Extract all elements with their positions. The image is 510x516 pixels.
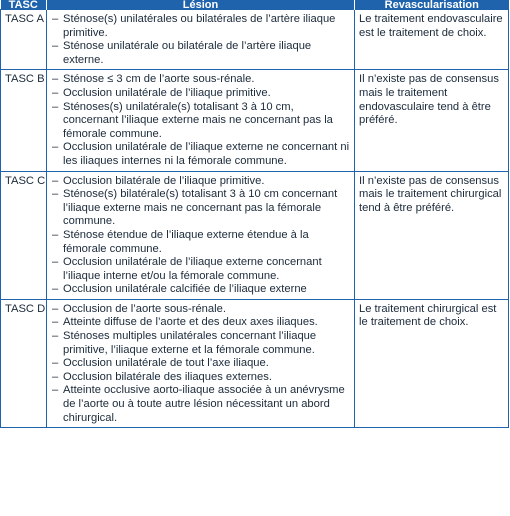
lesion-cell xyxy=(47,171,355,299)
lesion-cell xyxy=(47,10,355,70)
lesion-item: – Sténoses multiples unilatérales concernant l’iliaque primitive, l’iliaque externe et la fémorale commune. xyxy=(52,330,350,357)
lesion-item: – Occlusion bilatérale des iliaques externes. xyxy=(52,371,350,385)
lesion-item: – Occlusion unilatérale de l’iliaque externe concernant l’iliaque interne et/ou la fémorale commune. xyxy=(52,256,350,283)
table-row-tasc-b xyxy=(1,70,509,171)
lesion-cell xyxy=(47,299,355,427)
stage-label: TASC D xyxy=(1,299,47,427)
lesion-item: – Sténoses(s) unilatérale(s) totalisant 3 à 10 cm, concernant l’iliaque externe mais ne concernant pas la fémorale commune. xyxy=(52,101,350,142)
lesion-list xyxy=(52,303,350,425)
stage-label: TASC C xyxy=(1,171,47,299)
lesion-item: – Atteinte occlusive aorto-iliaque associée à un anévrysme de l’aorte ou à toute autre lésion nécessitant un abord chirurgical. xyxy=(52,384,350,425)
lesion-item: – Occlusion unilatérale de l’iliaque externe ne concernant ni les iliaques internes ni la fémorale commune. xyxy=(52,141,350,168)
treatment-cell: Il n’existe pas de consensus mais le traitement chirurgical tend à être préféré. xyxy=(355,171,509,299)
table-row-tasc-d xyxy=(1,299,509,427)
lesion-item: – Occlusion bilatérale de l’iliaque primitive. xyxy=(52,175,350,189)
lesion-item: – Sténose(s) unilatérales ou bilatérales de l’artère iliaque primitive. xyxy=(52,13,350,40)
lesion-item: – Occlusion unilatérale calcifiée de l’iliaque externe xyxy=(52,283,350,297)
stage-label: TASC A xyxy=(1,10,47,70)
lesion-item: – Sténose étendue de l’iliaque externe étendue à la fémorale commune. xyxy=(52,229,350,256)
table-header xyxy=(1,0,509,10)
treatment-cell: Le traitement endovasculaire est le traitement de choix. xyxy=(355,10,509,70)
lesion-list xyxy=(52,175,350,297)
lesion-item: – Occlusion de l’aorte sous-rénale. xyxy=(52,303,350,317)
treatment-cell: Le traitement chirurgical est le traitement de choix. xyxy=(355,299,509,427)
lesion-item: – Sténose(s) bilatérale(s) totalisant 3 à 10 cm concernant l’iliaque externe mais ne concernant pas la fémorale commune. xyxy=(52,188,350,229)
lesion-item: – Occlusion unilatérale de tout l’axe iliaque. xyxy=(52,357,350,371)
header-lesion: Lésion xyxy=(47,0,355,10)
lesion-item: – Occlusion unilatérale de l’iliaque primitive. xyxy=(52,87,350,101)
lesion-list xyxy=(52,13,350,67)
treatment-cell: Il n’existe pas de consensus mais le traitement endovasculaire tend à être préféré. xyxy=(355,70,509,171)
lesion-item: – Sténose ≤ 3 cm de l’aorte sous-rénale. xyxy=(52,73,350,87)
lesion-list xyxy=(52,73,350,168)
header-revascularisation: Revascularisation xyxy=(355,0,509,10)
header-row xyxy=(1,0,509,10)
table-row-tasc-c xyxy=(1,171,509,299)
lesion-cell xyxy=(47,70,355,171)
stage-label: TASC B xyxy=(1,70,47,171)
lesion-item: – Atteinte diffuse de l’aorte et des deux axes iliaques. xyxy=(52,316,350,330)
table-row-tasc-a xyxy=(1,10,509,70)
lesion-item: – Sténose unilatérale ou bilatérale de l’artère iliaque externe. xyxy=(52,40,350,67)
header-tasc: TASC xyxy=(1,0,47,10)
